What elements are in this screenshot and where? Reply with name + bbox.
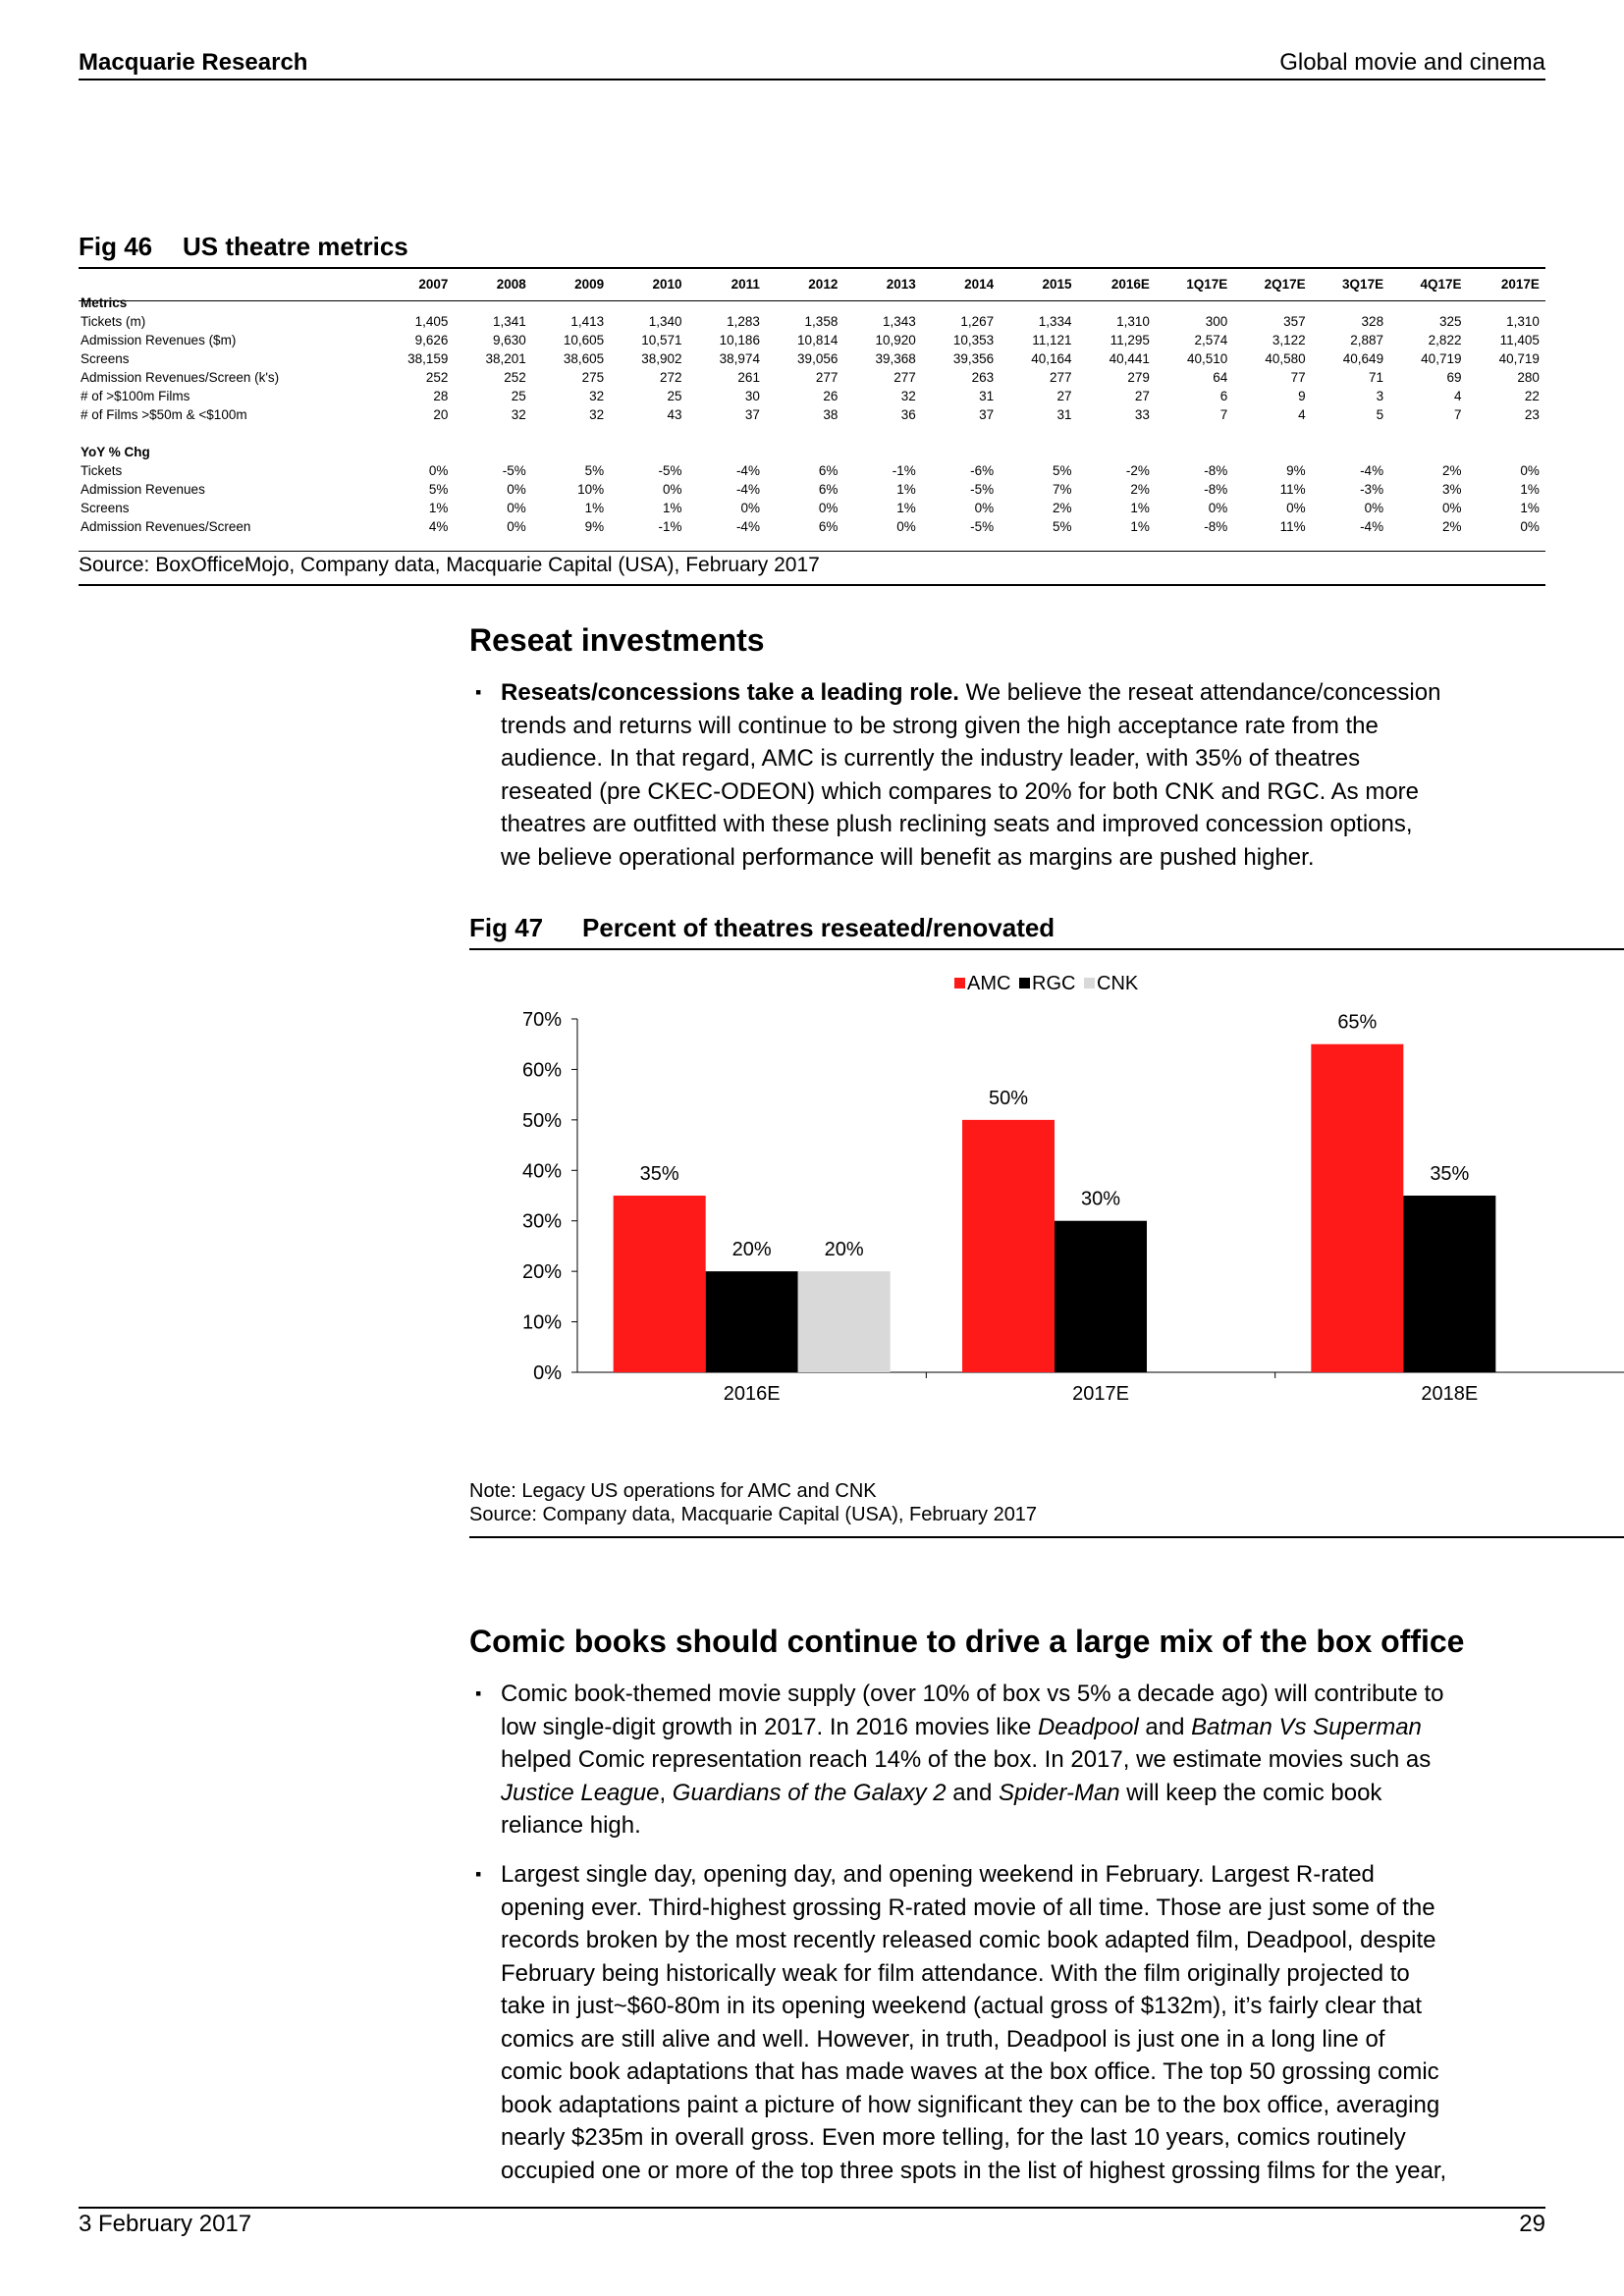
table-cell: 277: [1049, 370, 1072, 385]
table-cell: 11%: [1279, 482, 1306, 497]
comics-line: book adaptations paint a picture of how significant they can be to the box office, averaging: [501, 2091, 1440, 2118]
table-cell: 275: [581, 370, 605, 385]
x-tick-label: 2016E: [723, 1383, 781, 1405]
table-cell: 1,267: [960, 314, 995, 329]
section-heading-comics: Comic books should continue to drive a large mix of the box office: [469, 1624, 1465, 1659]
table-cell: 39,356: [952, 351, 995, 366]
row-label: # of >$100m Films: [81, 389, 190, 403]
comics-line: [501, 1711, 1561, 1744]
table-cell: 277: [815, 370, 839, 385]
header-brand: Macquarie Research: [79, 49, 308, 76]
legend-swatch-cnk: [1084, 978, 1095, 988]
fig46-title: [79, 232, 408, 262]
row-label: Admission Revenues: [81, 482, 205, 497]
table-cell: 0%: [896, 519, 916, 534]
table-cell: -4%: [735, 482, 760, 497]
table-cell: 26: [823, 389, 839, 403]
table-cell: 1,341: [492, 314, 526, 329]
table-cell: -4%: [735, 519, 760, 534]
table-row: [79, 349, 1545, 368]
table-cell: 0%: [1441, 501, 1462, 515]
comics-line: records broken by the most recently released comic book adapted film, Deadpool, despite: [501, 1927, 1436, 1953]
text-run: will keep the comic book: [1119, 1779, 1382, 1806]
table-cell: 0%: [740, 501, 760, 515]
table-cell: 0%: [507, 519, 526, 534]
table-cell: 9%: [1286, 463, 1306, 478]
table-cell: 5: [1376, 407, 1384, 422]
table-cell: -2%: [1125, 463, 1150, 478]
film-title: Deadpool: [1037, 1713, 1139, 1740]
table-cell: 2%: [1130, 482, 1150, 497]
fig46-number: Fig 46: [79, 232, 153, 261]
table-cell: 1,343: [882, 314, 916, 329]
footer-date: 3 February 2017: [79, 2211, 252, 2237]
table-cell: -5%: [502, 463, 526, 478]
table-cell: -8%: [1204, 463, 1228, 478]
table-cell: 1,413: [570, 314, 605, 329]
table-cell: 28: [433, 389, 449, 403]
table-row: [79, 461, 1545, 480]
table-cell: 1,405: [414, 314, 449, 329]
table-cell: 0%: [1520, 463, 1540, 478]
table-spacer-row: [79, 424, 1545, 443]
y-tick-label: 40%: [521, 1160, 562, 1183]
table-cell: 37: [744, 407, 760, 422]
table-cell: 71: [1369, 370, 1384, 385]
table-cell: 1%: [1130, 501, 1150, 515]
comics-line: take in just~$60-80m in its opening weekend (actual gross of $132m), it’s fairly clear that: [501, 1993, 1423, 2019]
table-cell: 9%: [584, 519, 605, 534]
bar-rgc: [706, 1271, 798, 1372]
header-report-title: Global movie and cinema: [1279, 49, 1545, 76]
table-cell: 277: [893, 370, 916, 385]
y-tick-label: 70%: [521, 1009, 562, 1031]
table-cell: 22: [1524, 389, 1540, 403]
table-cell: -6%: [970, 463, 995, 478]
row-label: Tickets (m): [81, 314, 146, 329]
table-cell: 40,510: [1187, 351, 1228, 366]
table-cell: 1%: [896, 482, 916, 497]
table-cell: 0%: [1364, 501, 1384, 515]
year-header: 2013: [886, 277, 916, 292]
table-cell: 0%: [818, 501, 839, 515]
table-cell: 10,920: [875, 333, 916, 347]
table-cell: 0%: [1208, 501, 1228, 515]
us-theatre-metrics-table: [79, 275, 1545, 536]
table-cell: 272: [660, 370, 682, 385]
y-tick-label: 60%: [521, 1059, 562, 1082]
table-cell: 0%: [663, 482, 682, 497]
table-cell: 0%: [1286, 501, 1306, 515]
footer-page-number: 29: [1519, 2211, 1545, 2237]
fig47-title: [469, 913, 1055, 943]
bullet-marker: ▪: [475, 1864, 482, 1884]
table-cell: 5%: [428, 482, 449, 497]
legend-label: CNK: [1097, 973, 1139, 994]
table-cell: 11%: [1279, 519, 1306, 534]
year-header: 2Q17E: [1264, 277, 1306, 292]
table-cell: 9,630: [492, 333, 526, 347]
table-cell: 3%: [1441, 482, 1462, 497]
comics-bullet-2: [475, 1858, 1561, 2187]
fig46-top-rule: [79, 267, 1545, 269]
comics-line: February being historically weak for film attendance. With the film originally projected to: [501, 1959, 1410, 1987]
table-cell: -4%: [1360, 519, 1384, 534]
table-cell: 40,441: [1109, 351, 1150, 366]
table-cell: 325: [1438, 314, 1462, 329]
comics-line: Largest single day, opening day, and opening weekend in February. Largest R-rated: [501, 1861, 1375, 1888]
table-cell: 32: [589, 407, 605, 422]
table-cell: 31: [979, 389, 995, 403]
year-header: 2014: [964, 277, 995, 292]
table-cell: 10,605: [563, 333, 605, 347]
table-cell: 2,822: [1428, 333, 1462, 347]
table-cell: 11,405: [1499, 333, 1540, 347]
table-cell: 36: [900, 407, 916, 422]
table-cell: 6%: [818, 463, 839, 478]
comics-line: comics are still alive and well. However, in truth, Deadpool is just one in a long line of: [501, 2025, 1385, 2053]
table-row: [79, 312, 1545, 331]
legend-label: AMC: [967, 973, 1011, 994]
reseat-line: audience. In that regard, AMC is currently the industry leader, with 35% of theatres: [501, 745, 1361, 772]
row-label: Admission Revenues ($m): [81, 333, 237, 347]
table-cell: 10,814: [797, 333, 839, 347]
data-label: 30%: [1080, 1188, 1121, 1210]
legend-swatch-rgc: [1019, 978, 1030, 988]
comics-line: [501, 1678, 1561, 1711]
bullet-marker: ▪: [475, 682, 482, 702]
comics-line: [501, 1777, 1561, 1810]
table-cell: 27: [1056, 389, 1072, 403]
row-label: Admission Revenues/Screen: [81, 519, 251, 534]
table-cell: 1,340: [648, 314, 682, 329]
table-section-row: [79, 294, 1545, 312]
text-run: ,: [659, 1779, 673, 1806]
table-cell: 1,283: [727, 314, 760, 329]
table-cell: 11,295: [1110, 333, 1150, 347]
table-cell: 2,887: [1350, 333, 1384, 347]
table-cell: 6%: [818, 519, 839, 534]
y-tick-label: 0%: [533, 1362, 562, 1384]
table-cell: 1%: [584, 501, 605, 515]
table-cell: 40,580: [1265, 351, 1306, 366]
table-cell: 263: [971, 370, 995, 385]
text-run: reliance high.: [501, 1812, 641, 1839]
comics-line: occupied one or more of the top three spots in the list of highest grossing films for the year,: [501, 2157, 1447, 2184]
table-cell: 9: [1298, 389, 1306, 403]
table-cell: 9,626: [414, 333, 449, 347]
table-cell: 1%: [428, 501, 449, 515]
year-header: 2016E: [1110, 277, 1150, 292]
table-cell: 5%: [1053, 519, 1072, 534]
table-section-row: [79, 443, 1545, 461]
table-cell: 38,201: [485, 351, 526, 366]
table-cell: -8%: [1204, 519, 1228, 534]
table-cell: 37: [979, 407, 995, 422]
table-cell: 1%: [663, 501, 682, 515]
table-cell: -1%: [892, 463, 916, 478]
table-cell: 38,605: [563, 351, 605, 366]
reseat-bar-chart: [469, 962, 1624, 1463]
table-header-row: [79, 275, 1545, 294]
table-cell: -5%: [970, 519, 995, 534]
table-cell: 39,056: [797, 351, 839, 366]
table-row: [79, 331, 1545, 349]
row-label: Admission Revenues/Screen (k's): [81, 370, 280, 385]
table-cell: 0%: [1520, 519, 1540, 534]
table-cell: 252: [504, 370, 526, 385]
data-label: 50%: [988, 1087, 1029, 1109]
table-cell: 4: [1453, 389, 1462, 403]
reseat-bullet: [475, 676, 1561, 874]
table-cell: 3: [1376, 389, 1384, 403]
table-row: [79, 405, 1545, 424]
bar-amc: [1311, 1044, 1403, 1372]
table-row: [79, 517, 1545, 536]
table-cell: 7: [1219, 407, 1228, 422]
table-cell: 40,719: [1421, 351, 1462, 366]
row-label: Screens: [81, 501, 130, 515]
reseat-line: reseated (pre CKEC-ODEON) which compares to 20% for both CNK and RGC. As more: [501, 777, 1420, 805]
table-cell: 10,571: [641, 333, 682, 347]
table-cell: 1,310: [1506, 314, 1540, 329]
table-cell: 32: [511, 407, 526, 422]
table-cell: 69: [1446, 370, 1462, 385]
table-cell: 5%: [1053, 463, 1072, 478]
table-cell: 7: [1453, 407, 1462, 422]
year-header: 2011: [731, 277, 760, 292]
table-cell: 11,121: [1032, 333, 1072, 347]
data-label: 65%: [1337, 1011, 1378, 1034]
text-run: low single-digit growth in 2017. In 2016 movies like: [501, 1713, 1038, 1740]
table-cell: 1,310: [1116, 314, 1150, 329]
table-cell: 2%: [1441, 519, 1462, 534]
table-cell: 10,186: [719, 333, 760, 347]
table-cell: 38: [823, 407, 839, 422]
header-rule: [79, 79, 1545, 80]
bar-amc: [962, 1120, 1055, 1372]
table-cell: 2%: [1441, 463, 1462, 478]
bar-rgc: [1055, 1221, 1147, 1372]
table-cell: 4: [1298, 407, 1306, 422]
reseat-line: We believe the reseat attendance/concession: [958, 679, 1441, 706]
table-cell: 0%: [974, 501, 995, 515]
bullet-marker: ▪: [475, 1683, 482, 1703]
film-title: Guardians of the Galaxy 2: [672, 1779, 947, 1806]
data-label: 20%: [824, 1239, 864, 1261]
table-cell: 30: [744, 389, 760, 403]
data-label: 35%: [639, 1163, 679, 1185]
text-run: and: [946, 1779, 1000, 1806]
table-cell: 38,159: [407, 351, 449, 366]
table-cell: 31: [1056, 407, 1072, 422]
reseat-line: trends and returns will continue to be strong given the high acceptance rate from the: [501, 712, 1379, 739]
table-row: [79, 387, 1545, 405]
table-cell: 328: [1361, 314, 1384, 329]
film-title: Batman Vs Superman: [1191, 1713, 1422, 1740]
table-cell: 6%: [818, 482, 839, 497]
table-cell: 2,574: [1194, 333, 1228, 347]
table-cell: -3%: [1360, 482, 1384, 497]
table-cell: 27: [1134, 389, 1150, 403]
y-tick-label: 10%: [521, 1311, 562, 1334]
y-tick-label: 30%: [521, 1210, 562, 1233]
year-header: 1Q17E: [1186, 277, 1228, 292]
fig47-number: Fig 47: [469, 913, 544, 942]
data-label: 20%: [731, 1239, 772, 1261]
table-cell: 39,368: [875, 351, 916, 366]
table-cell: 77: [1290, 370, 1306, 385]
table-row: [79, 368, 1545, 387]
year-header: 3Q17E: [1342, 277, 1384, 292]
table-cell: 5%: [584, 463, 605, 478]
bar-rgc: [1403, 1196, 1495, 1372]
year-header: 4Q17E: [1420, 277, 1462, 292]
comics-line: comic book adaptations that has made waves at the box office. The top 50 grossing comic: [501, 2058, 1439, 2085]
year-header: 2010: [652, 277, 682, 292]
y-tick-label: 20%: [521, 1261, 562, 1284]
table-cell: 43: [667, 407, 682, 422]
table-cell: -8%: [1204, 482, 1228, 497]
table-cell: -5%: [658, 463, 682, 478]
year-header: 2015: [1042, 277, 1072, 292]
legend-swatch-amc: [954, 978, 965, 988]
table-cell: 0%: [507, 482, 526, 497]
year-header: 2008: [496, 277, 526, 292]
table-cell: 6: [1219, 389, 1228, 403]
fig47-caption: Percent of theatres reseated/renovated: [582, 913, 1056, 942]
table-cell: 261: [737, 370, 760, 385]
table-section-label: Metrics: [81, 295, 128, 310]
year-header: 2017E: [1500, 277, 1540, 292]
year-header: 2012: [808, 277, 839, 292]
bar-amc: [614, 1196, 706, 1372]
comics-line: opening ever. Third-highest grossing R-rated movie of all time. Those are just some of the: [501, 1894, 1435, 1921]
table-cell: 0%: [507, 501, 526, 515]
y-tick-label: 50%: [521, 1109, 562, 1132]
reseat-bullet-lead: Reseats/concessions take a leading role.: [501, 679, 959, 706]
table-cell: 10%: [577, 482, 605, 497]
table-bottom-rule: [79, 551, 1545, 552]
table-cell: 33: [1134, 407, 1150, 422]
comics-line: [501, 1743, 1561, 1777]
table-cell: 279: [1127, 370, 1150, 385]
year-header: 2009: [574, 277, 605, 292]
table-cell: 300: [1205, 314, 1228, 329]
fig46-bottom-rule: [79, 584, 1545, 586]
table-cell: -4%: [1360, 463, 1384, 478]
text-run: and: [1138, 1713, 1192, 1740]
us-theatre-metrics-table-wrap: [79, 275, 1545, 536]
table-section-label: YoY % Chg: [81, 445, 150, 459]
reseat-line: theatres are outfitted with these plush reclining seats and improved concession options,: [501, 811, 1413, 837]
table-cell: 1%: [1130, 519, 1150, 534]
table-cell: -5%: [970, 482, 995, 497]
table-cell: 40,719: [1498, 351, 1540, 366]
data-label: 35%: [1430, 1163, 1470, 1185]
table-cell: 23: [1524, 407, 1540, 422]
table-cell: 25: [667, 389, 682, 403]
table-cell: -1%: [658, 519, 682, 534]
table-cell: 7%: [1053, 482, 1072, 497]
text-run: helped Comic representation reach 14% of the box. In 2017, we estimate movies such as: [501, 1746, 1432, 1773]
row-label: Screens: [81, 351, 130, 366]
fig46-source: Source: BoxOfficeMojo, Company data, Macquarie Capital (USA), February 2017: [79, 554, 820, 576]
reseat-line: we believe operational performance will benefit as margins are pushed higher.: [501, 843, 1315, 871]
table-cell: 2%: [1053, 501, 1072, 515]
table-cell: 32: [589, 389, 605, 403]
table-cell: 280: [1517, 370, 1540, 385]
table-cell: 357: [1283, 314, 1306, 329]
x-tick-label: 2018E: [1421, 1383, 1479, 1405]
legend-label: RGC: [1032, 973, 1076, 994]
table-cell: 10,353: [952, 333, 995, 347]
fig47-note: Note: Legacy US operations for AMC and CNK: [469, 1480, 877, 1502]
table-cell: 1%: [1520, 482, 1540, 497]
table-cell: 1%: [1520, 501, 1540, 515]
footer-rule: [79, 2207, 1545, 2209]
table-cell: 25: [511, 389, 526, 403]
table-cell: -4%: [735, 463, 760, 478]
comics-line: nearly $235m in overall gross. Even more telling, for the last 10 years, comics routinely: [501, 2124, 1406, 2151]
comics-line: [501, 1809, 1561, 1842]
table-cell: 252: [425, 370, 449, 385]
table-cell: 1,334: [1038, 314, 1072, 329]
table-header-rule: [79, 300, 1545, 301]
table-cell: 4%: [428, 519, 449, 534]
table-cell: 38,902: [641, 351, 682, 366]
text-run: Comic book-themed movie supply (over 10% of box vs 5% a decade ago) will contribute to: [501, 1681, 1444, 1707]
table-cell: 1,358: [804, 314, 839, 329]
comics-bullet-1: [475, 1678, 1561, 1842]
row-label: Tickets: [81, 463, 123, 478]
table-cell: 40,164: [1031, 351, 1072, 366]
table-cell: 20: [433, 407, 449, 422]
table-cell: 3,122: [1272, 333, 1306, 347]
film-title: Justice League: [501, 1779, 660, 1806]
table-cell: 38,974: [719, 351, 760, 366]
table-cell: 1%: [896, 501, 916, 515]
section-heading-reseat: Reseat investments: [469, 622, 765, 658]
film-title: Spider-Man: [999, 1779, 1120, 1806]
fig47-bottom-rule: [469, 1536, 1624, 1538]
fig47-source: Source: Company data, Macquarie Capital (USA), February 2017: [469, 1504, 1038, 1525]
table-cell: 0%: [428, 463, 449, 478]
x-tick-label: 2017E: [1072, 1383, 1129, 1405]
table-cell: 32: [900, 389, 916, 403]
table-row: [79, 499, 1545, 517]
table-row: [79, 480, 1545, 499]
fig46-caption: US theatre metrics: [183, 232, 408, 261]
fig47-top-rule: [469, 948, 1624, 950]
table-cell: 40,649: [1342, 351, 1384, 366]
table-cell: 64: [1213, 370, 1228, 385]
row-label: # of Films >$50m & <$100m: [81, 407, 247, 422]
bar-cnk: [798, 1271, 891, 1372]
year-header: 2007: [418, 277, 449, 292]
